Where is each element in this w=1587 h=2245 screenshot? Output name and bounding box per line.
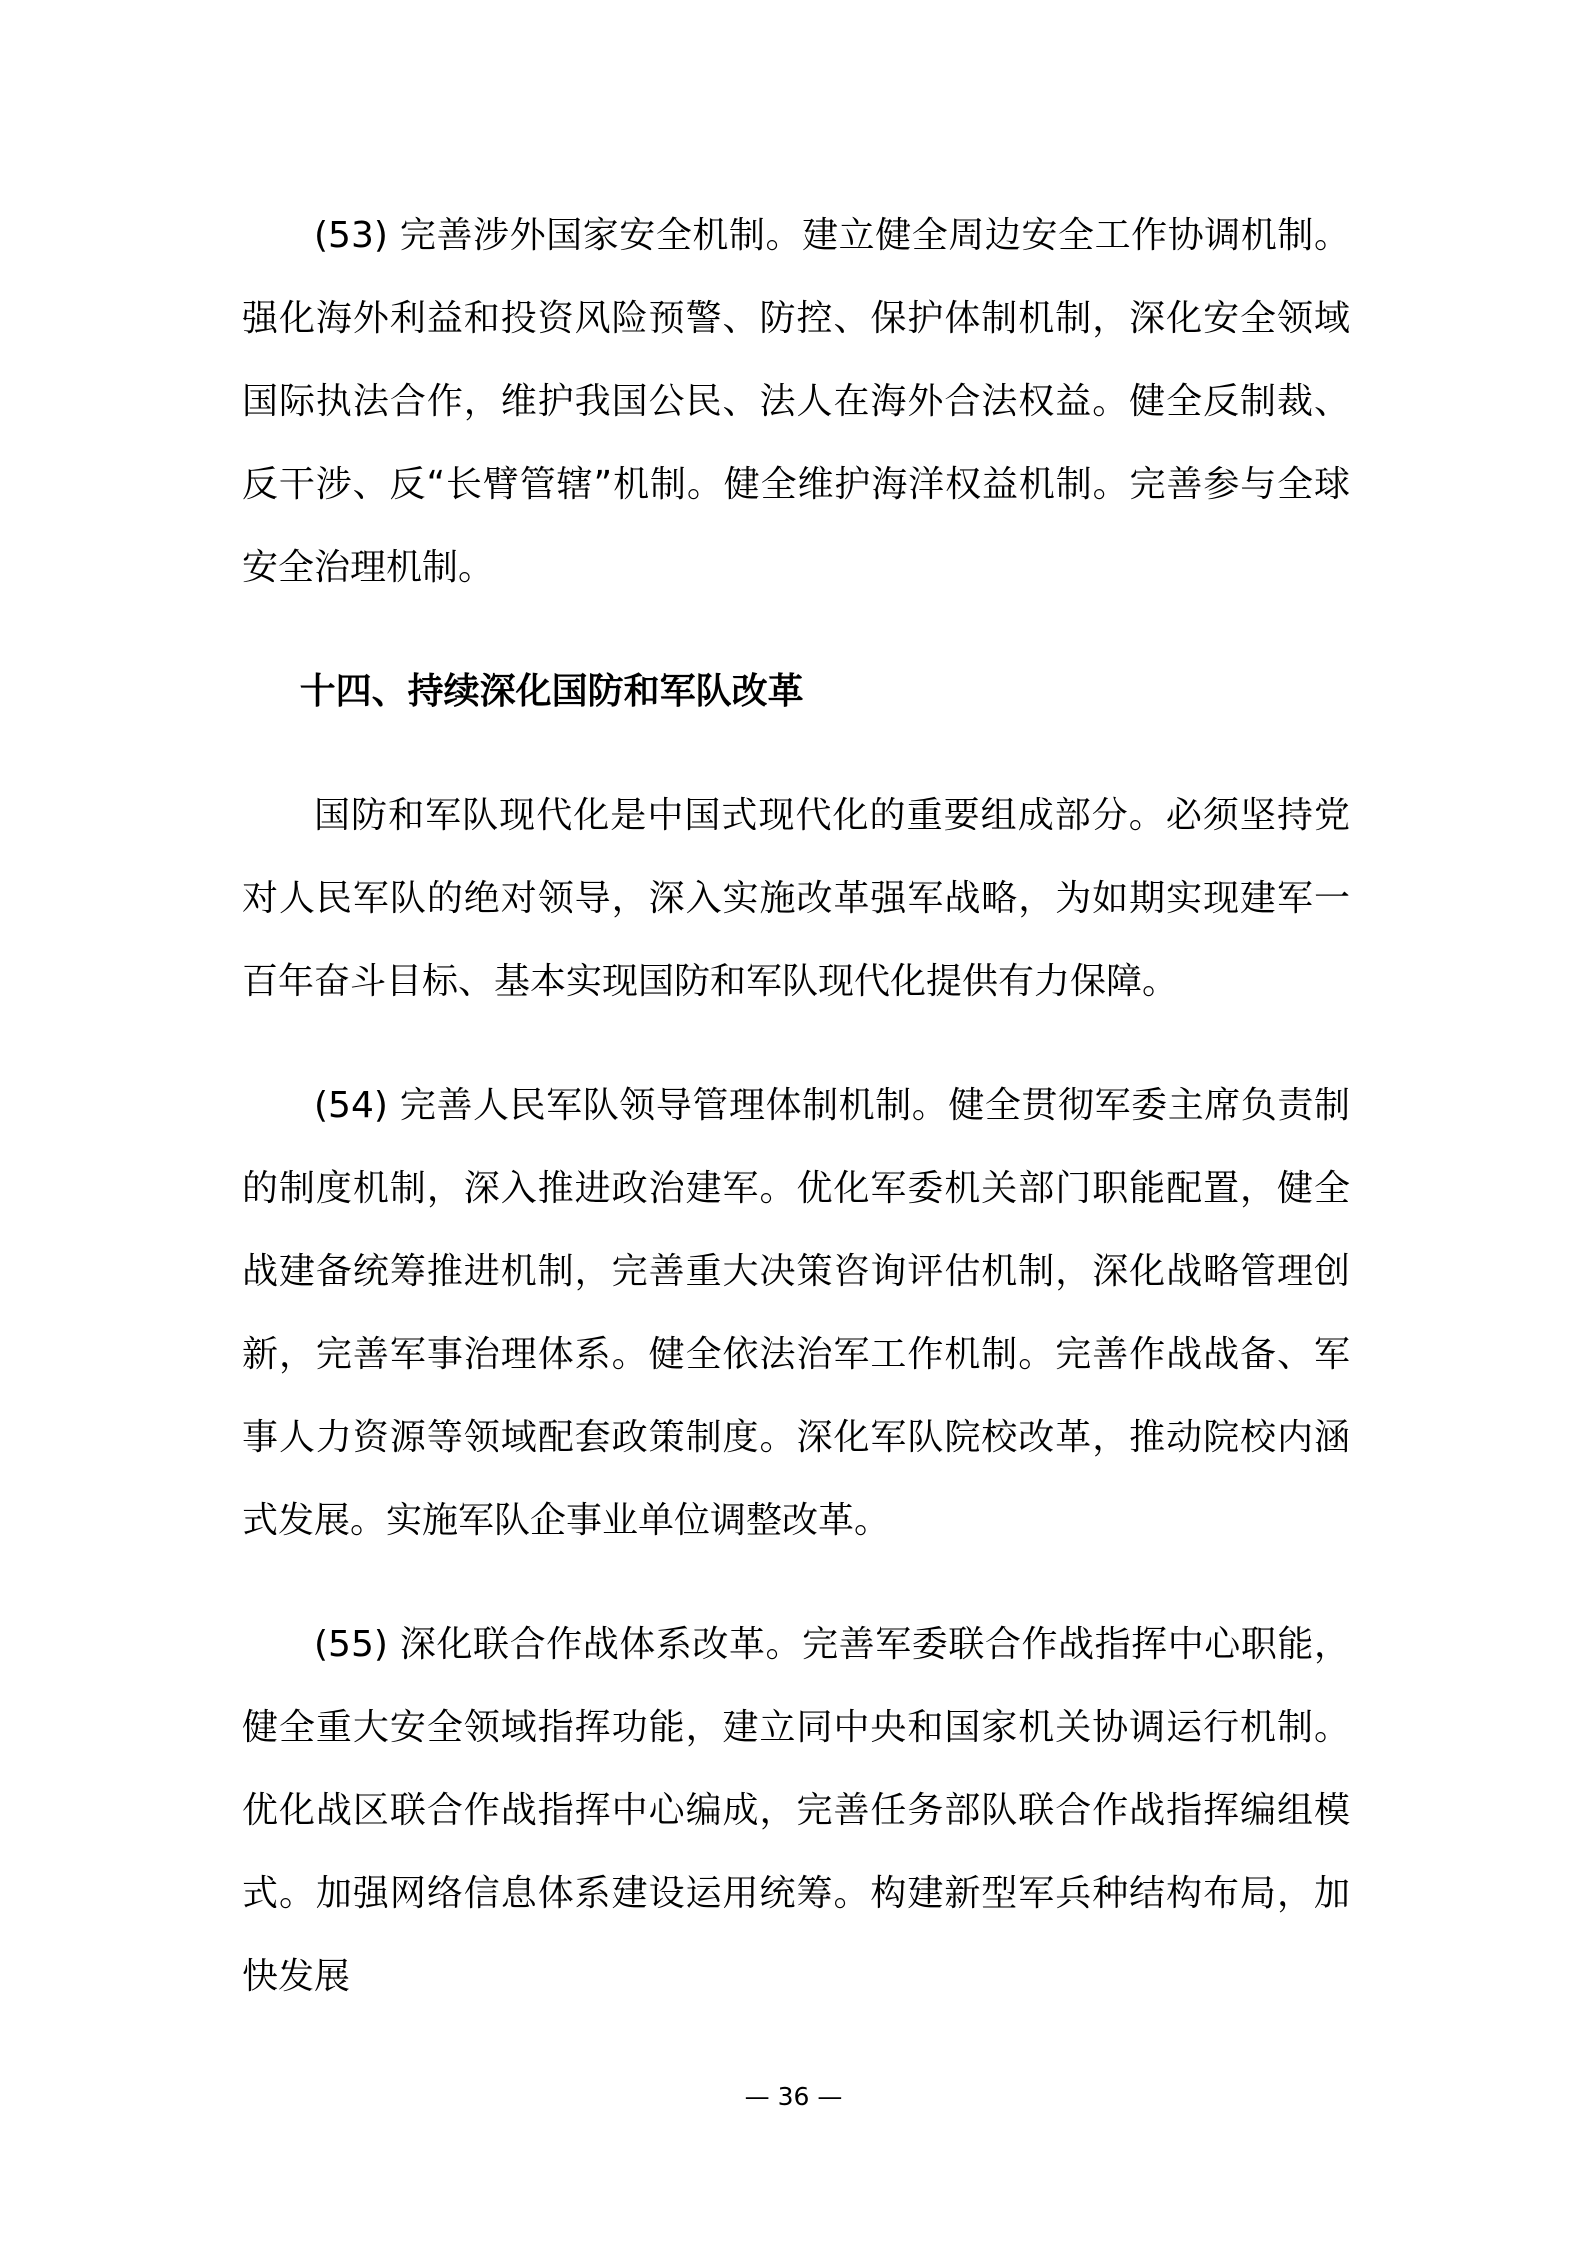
paragraph-53: (53) 完善涉外国家安全机制。建立健全周边安全工作协调机制。强化海外利益和投资风险预警、防控、保护体制机制，深化安全领域国际执法合作，维护我国公民、法人在海外合法权益。健全反制裁、反干涉、反“长臂管辖”机制。健全维护海洋权益机制。完善参与全球安全治理机制。: [242, 215, 1350, 588]
paragraph-55: (55) 深化联合作战体系改革。完善军委联合作战指挥中心职能，健全重大安全领域指挥功能，建立同中央和国家机关协调运行机制。优化战区联合作战指挥中心编成，完善任务部队联合作战指挥编组模式。加强网络信息体系建设运用统筹。构建新型军兵种结构布局，加快发展: [242, 1624, 1350, 1997]
paragraph-54: (54) 完善人民军队领导管理体制机制。健全贯彻军委主席负责制的制度机制，深入推进政治建军。优化军委机关部门职能配置，健全战建备统筹推进机制，完善重大决策咨询评估机制，深化战略管理创新，完善军事治理体系。健全依法治军工作机制。完善作战战备、军事人力资源等领域配套政策制度。深化军队院校改革，推动院校内涵式发展。实施军队企事业单位调整改革。: [242, 1085, 1350, 1541]
page-number: — 36 —: [744, 2082, 843, 2111]
document-content: [242, 194, 1350, 2059]
section-14-heading: 十四、持续深化国防和军队改革: [299, 671, 804, 712]
paragraph-section-intro: 国防和军队现代化是中国式现代化的重要组成部分。必须坚持党对人民军队的绝对领导，深入实施改革强军战略，为如期实现建军一百年奋斗目标、基本实现国防和军队现代化提供有力保障。: [242, 795, 1350, 1002]
